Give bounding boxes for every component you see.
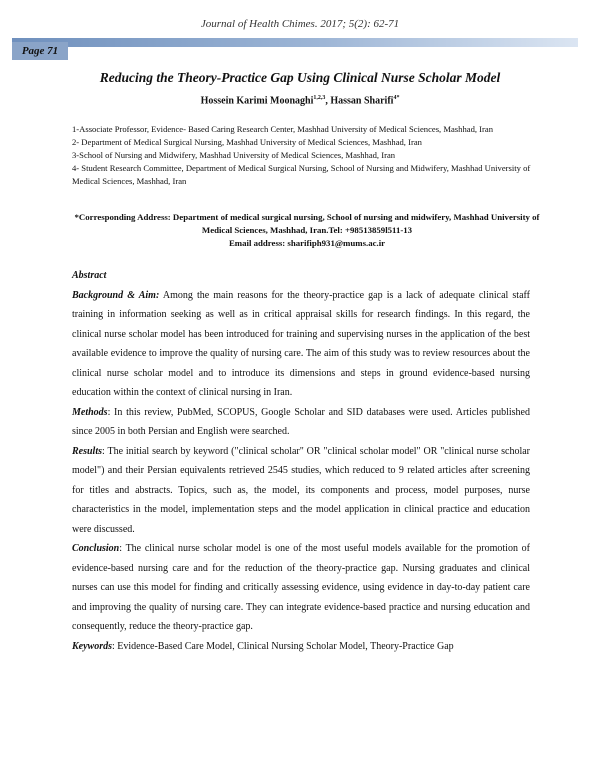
abstract-heading: Abstract — [72, 270, 107, 281]
background-label: Background & Aim: — [72, 289, 160, 301]
affiliations — [72, 123, 542, 188]
journal-citation: Journal of Health Chimes. 2017; 5(2): 62-71 — [200, 18, 400, 30]
header-bar — [12, 38, 578, 47]
affiliation-item: 4- Student Research Committee, Department of Medical Surgical Nursing, School of Nursing and Midwifery, Mashhad University of Medical Sciences, Mashhad, Iran — [72, 162, 531, 186]
affiliation-item: 1-Associate Professor, Evidence- Based Caring Research Center, Mashhad University of Medical Sciences, Mashhad, Iran — [72, 124, 493, 134]
abstract-conclusion — [72, 539, 530, 637]
methods-text: : In this review, PubMed, SCOPUS, Google Scholar and SID databases were used. Articles published since 2005 in both Persian and English were searched. — [72, 406, 530, 437]
abstract-results — [72, 442, 530, 540]
author-line — [0, 95, 600, 106]
methods-label: Methods — [72, 406, 108, 418]
author-affiliation-marker: 4* — [393, 95, 400, 101]
affiliation-item: 2- Department of Medical Surgical Nursing, Mashhad University of Medical Sciences, Mashhad, Iran — [72, 136, 422, 147]
keywords-label: Keywords — [72, 640, 112, 652]
author-separator: , — [325, 95, 331, 107]
abstract-section — [72, 266, 530, 656]
abstract-keywords — [72, 637, 530, 657]
correspondence-email: Email address: sharifiph931@mums.ac.ir — [228, 238, 386, 248]
corresponding-address — [72, 211, 542, 250]
author-name: Hassan Sharifi — [330, 95, 394, 107]
background-text: Among the main reasons for the theory-practice gap is a lack of adequate clinical staff training in information seeking as well as in critical appraisal skills for research findings. In this regard, the clinical nurse scholar model has been introduced for training and supervising nurses in the application of the best available evidence to improve the quality of nursing care. The aim of this study was to review resources about the clinical nurse scholar model and to introduce its dimensions and steps in ground evidence-based nursing education within the context of clinical nursing in Iran. — [72, 289, 530, 398]
conclusion-text: : The clinical nurse scholar model is one of the most useful models available for the promotion of evidence-based nursing care and for the reduction of the theory-practice gap. Nursing graduates and clinical nurses can use this model for finding and critically assessing evidence, using evidence in day-to-day patient care and improving the quality of nursing care. They can integrate evidence-based practice and nursing education and consequently, reduce the theory-practice gap. — [72, 543, 530, 632]
abstract-methods — [72, 403, 530, 442]
abstract-background — [72, 286, 530, 403]
correspondence-address: *Corresponding Address: Department of medical surgical nursing, School of nursing and midwifery, Mashhad University of Medical Sciences, Mashhad, Iran.Tel: +98513859l511-13 — [74, 212, 540, 235]
keywords-text: : Evidence-Based Care Model, Clinical Nursing Scholar Model, Theory-Practice Gap — [112, 640, 454, 652]
author-affiliation-marker: 1,2,3 — [313, 95, 326, 101]
page-number-label: Page 71 — [12, 42, 68, 60]
article-title: Reducing the Theory-Practice Gap Using Clinical Nurse Scholar Model — [99, 70, 501, 85]
results-label: Results — [72, 445, 103, 457]
results-text: : The initial search by keyword ("clinical scholar" OR "clinical scholar model" OR "clinical nurse scholar model") and their Persian equivalents retrieved 2545 studies, which reduced to 9 related articles after screening for titles and abstracts. Topics, such as, the model, its components and process, model purposes, nurse characteristics in the model, implementation steps and the model application in clinical practice and education were discussed. — [72, 445, 530, 535]
affiliation-item: 3-School of Nursing and Midwifery, Mashhad University of Medical Sciences, Mashhad, Iran — [72, 149, 396, 160]
conclusion-label: Conclusion — [72, 543, 120, 554]
author-name: Hossein Karimi Moonaghi — [200, 95, 314, 107]
